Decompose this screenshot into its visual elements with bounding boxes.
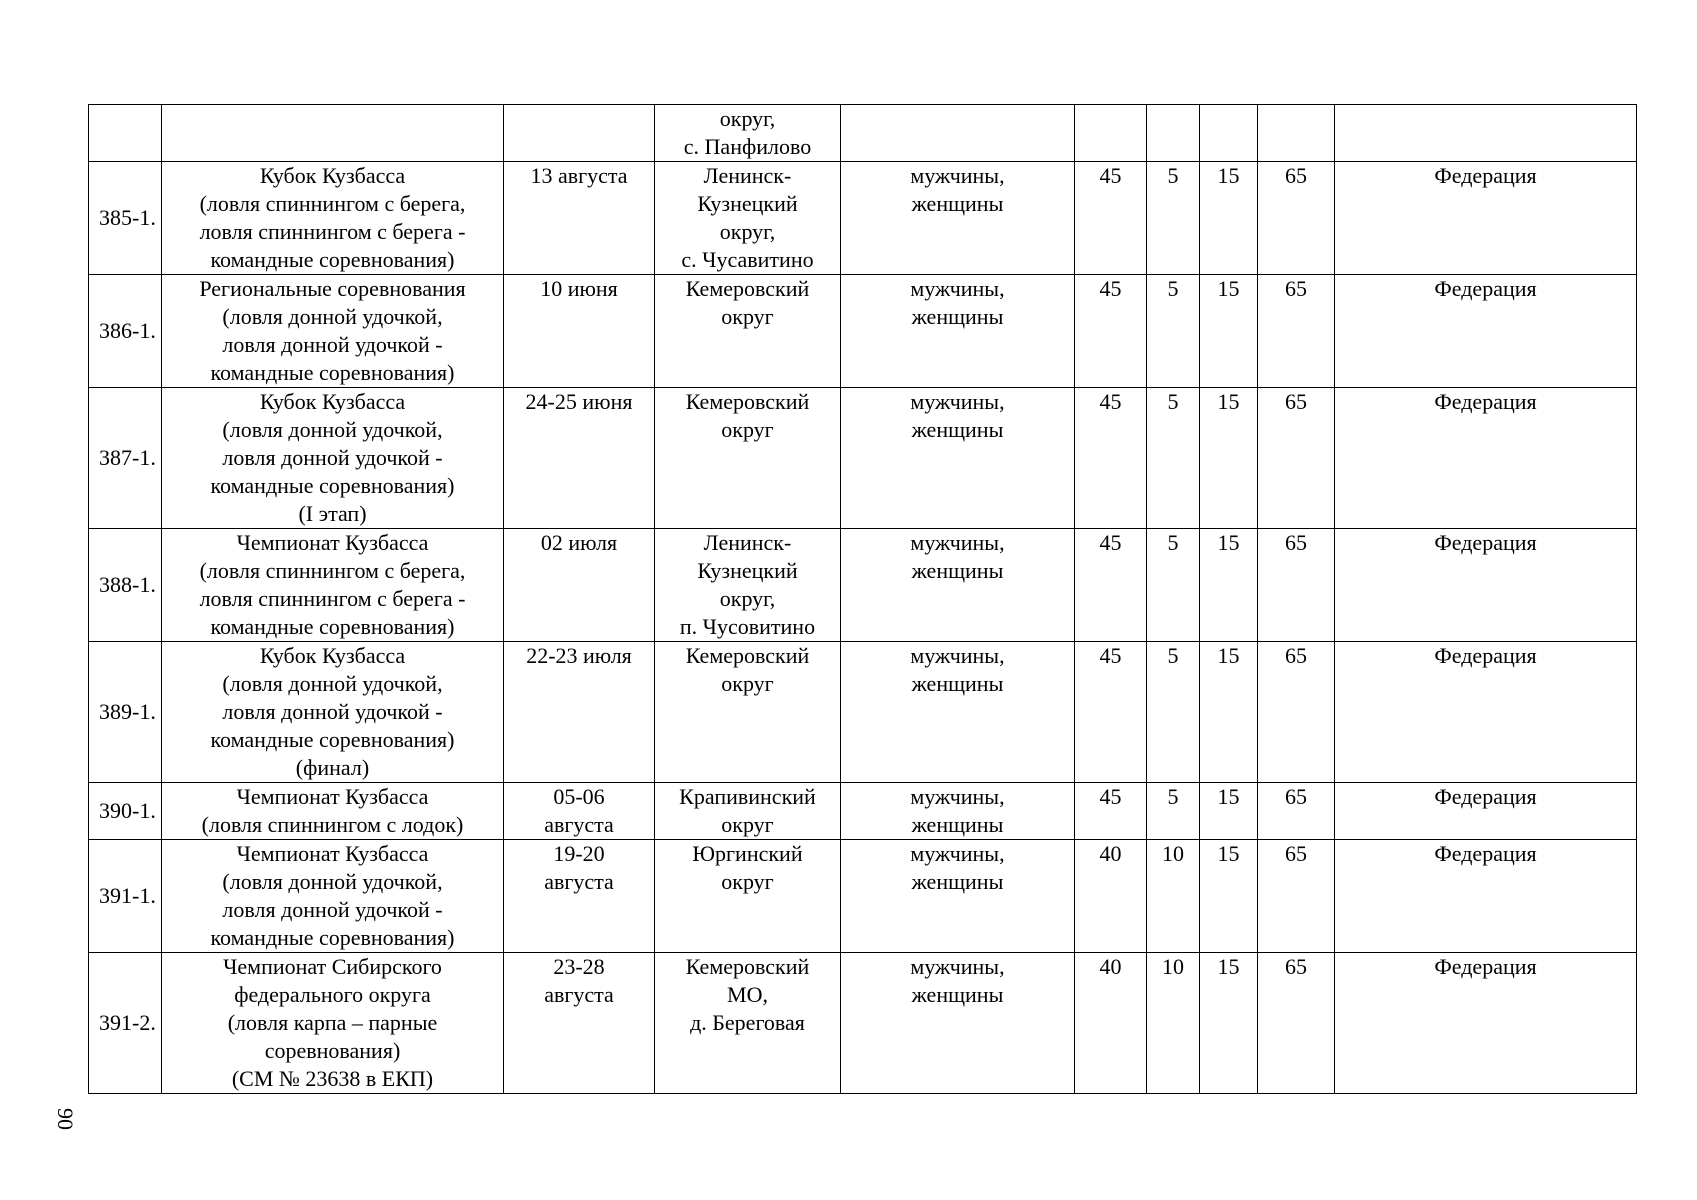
count-1: 40 bbox=[1075, 953, 1147, 1094]
event-name: Кубок Кузбасса (ловля донной удочкой, ловля донной удочкой - командные соревнования) (финал) bbox=[162, 642, 504, 783]
organizer: Федерация bbox=[1335, 953, 1637, 1094]
count-2: 5 bbox=[1147, 783, 1200, 840]
count-3: 15 bbox=[1200, 953, 1258, 1094]
row-number: 390-1. bbox=[89, 783, 162, 840]
count-3: 15 bbox=[1200, 783, 1258, 840]
count-1: 45 bbox=[1075, 275, 1147, 388]
row-number: 386-1. bbox=[89, 275, 162, 388]
count-1: 45 bbox=[1075, 529, 1147, 642]
event-place: Юргинский округ bbox=[655, 840, 841, 953]
count-2: 10 bbox=[1147, 840, 1200, 953]
count-total: 65 bbox=[1258, 840, 1335, 953]
count-2 bbox=[1147, 105, 1200, 162]
count-3: 15 bbox=[1200, 529, 1258, 642]
table-row bbox=[89, 388, 1637, 529]
count-2: 5 bbox=[1147, 529, 1200, 642]
count-1: 40 bbox=[1075, 840, 1147, 953]
participants: мужчины, женщины bbox=[841, 840, 1075, 953]
row-number: 388-1. bbox=[89, 529, 162, 642]
event-place: Кемеровский округ bbox=[655, 275, 841, 388]
event-place: Ленинск- Кузнецкий округ, с. Чусавитино bbox=[655, 162, 841, 275]
participants: мужчины, женщины bbox=[841, 388, 1075, 529]
count-total: 65 bbox=[1258, 275, 1335, 388]
event-date: 05-06 августа bbox=[504, 783, 655, 840]
count-total: 65 bbox=[1258, 783, 1335, 840]
event-date: 23-28 августа bbox=[504, 953, 655, 1094]
row-number: 389-1. bbox=[89, 642, 162, 783]
table-row bbox=[89, 840, 1637, 953]
event-date: 13 августа bbox=[504, 162, 655, 275]
count-2: 5 bbox=[1147, 162, 1200, 275]
events-table bbox=[88, 104, 1637, 1094]
event-date: 24-25 июня bbox=[504, 388, 655, 529]
organizer: Федерация bbox=[1335, 275, 1637, 388]
count-1: 45 bbox=[1075, 388, 1147, 529]
event-date bbox=[504, 105, 655, 162]
count-3: 15 bbox=[1200, 388, 1258, 529]
event-name: Чемпионат Кузбасса (ловля спиннингом с лодок) bbox=[162, 783, 504, 840]
count-1 bbox=[1075, 105, 1147, 162]
table-row bbox=[89, 275, 1637, 388]
event-place: округ, с. Панфилово bbox=[655, 105, 841, 162]
participants: мужчины, женщины bbox=[841, 783, 1075, 840]
participants: мужчины, женщины bbox=[841, 275, 1075, 388]
count-1: 45 bbox=[1075, 642, 1147, 783]
count-2: 5 bbox=[1147, 388, 1200, 529]
organizer: Федерация bbox=[1335, 642, 1637, 783]
count-2: 5 bbox=[1147, 275, 1200, 388]
page-number: 90 bbox=[53, 1108, 78, 1130]
table-row bbox=[89, 529, 1637, 642]
row-number bbox=[89, 105, 162, 162]
organizer: Федерация bbox=[1335, 388, 1637, 529]
count-1: 45 bbox=[1075, 162, 1147, 275]
participants bbox=[841, 105, 1075, 162]
event-place: Крапивинский округ bbox=[655, 783, 841, 840]
count-total: 65 bbox=[1258, 642, 1335, 783]
count-3: 15 bbox=[1200, 162, 1258, 275]
event-place: Ленинск- Кузнецкий округ, п. Чусовитино bbox=[655, 529, 841, 642]
event-date: 22-23 июля bbox=[504, 642, 655, 783]
count-total bbox=[1258, 105, 1335, 162]
table-row bbox=[89, 783, 1637, 840]
event-name: Кубок Кузбасса (ловля спиннингом с берега, ловля спиннингом с берега - командные соревнования) bbox=[162, 162, 504, 275]
organizer: Федерация bbox=[1335, 783, 1637, 840]
count-3: 15 bbox=[1200, 642, 1258, 783]
event-date: 02 июля bbox=[504, 529, 655, 642]
row-number: 391-1. bbox=[89, 840, 162, 953]
event-date: 19-20 августа bbox=[504, 840, 655, 953]
event-place: Кемеровский округ bbox=[655, 388, 841, 529]
count-2: 10 bbox=[1147, 953, 1200, 1094]
count-1: 45 bbox=[1075, 783, 1147, 840]
count-total: 65 bbox=[1258, 529, 1335, 642]
row-number: 387-1. bbox=[89, 388, 162, 529]
event-name: Чемпионат Кузбасса (ловля спиннингом с берега, ловля спиннингом с берега - командные соревнования) bbox=[162, 529, 504, 642]
row-number: 391-2. bbox=[89, 953, 162, 1094]
table-row bbox=[89, 162, 1637, 275]
event-place: Кемеровский МО, д. Береговая bbox=[655, 953, 841, 1094]
event-place: Кемеровский округ bbox=[655, 642, 841, 783]
count-total: 65 bbox=[1258, 162, 1335, 275]
count-3: 15 bbox=[1200, 275, 1258, 388]
count-3: 15 bbox=[1200, 840, 1258, 953]
count-3 bbox=[1200, 105, 1258, 162]
table-row bbox=[89, 105, 1637, 162]
count-total: 65 bbox=[1258, 953, 1335, 1094]
organizer: Федерация bbox=[1335, 162, 1637, 275]
organizer: Федерация bbox=[1335, 840, 1637, 953]
event-name: Чемпионат Кузбасса (ловля донной удочкой, ловля донной удочкой - командные соревнования) bbox=[162, 840, 504, 953]
event-name bbox=[162, 105, 504, 162]
row-number: 385-1. bbox=[89, 162, 162, 275]
table-row bbox=[89, 642, 1637, 783]
organizer: Федерация bbox=[1335, 529, 1637, 642]
count-total: 65 bbox=[1258, 388, 1335, 529]
count-2: 5 bbox=[1147, 642, 1200, 783]
event-name: Кубок Кузбасса (ловля донной удочкой, ловля донной удочкой - командные соревнования) (I этап) bbox=[162, 388, 504, 529]
participants: мужчины, женщины bbox=[841, 953, 1075, 1094]
organizer bbox=[1335, 105, 1637, 162]
event-name: Региональные соревнования (ловля донной удочкой, ловля донной удочкой - командные соревнования) bbox=[162, 275, 504, 388]
table-row bbox=[89, 953, 1637, 1094]
event-date: 10 июня bbox=[504, 275, 655, 388]
participants: мужчины, женщины bbox=[841, 642, 1075, 783]
participants: мужчины, женщины bbox=[841, 529, 1075, 642]
event-name: Чемпионат Сибирского федерального округа (ловля карпа – парные соревнования) (СМ № 23638 в ЕКП) bbox=[162, 953, 504, 1094]
participants: мужчины, женщины bbox=[841, 162, 1075, 275]
